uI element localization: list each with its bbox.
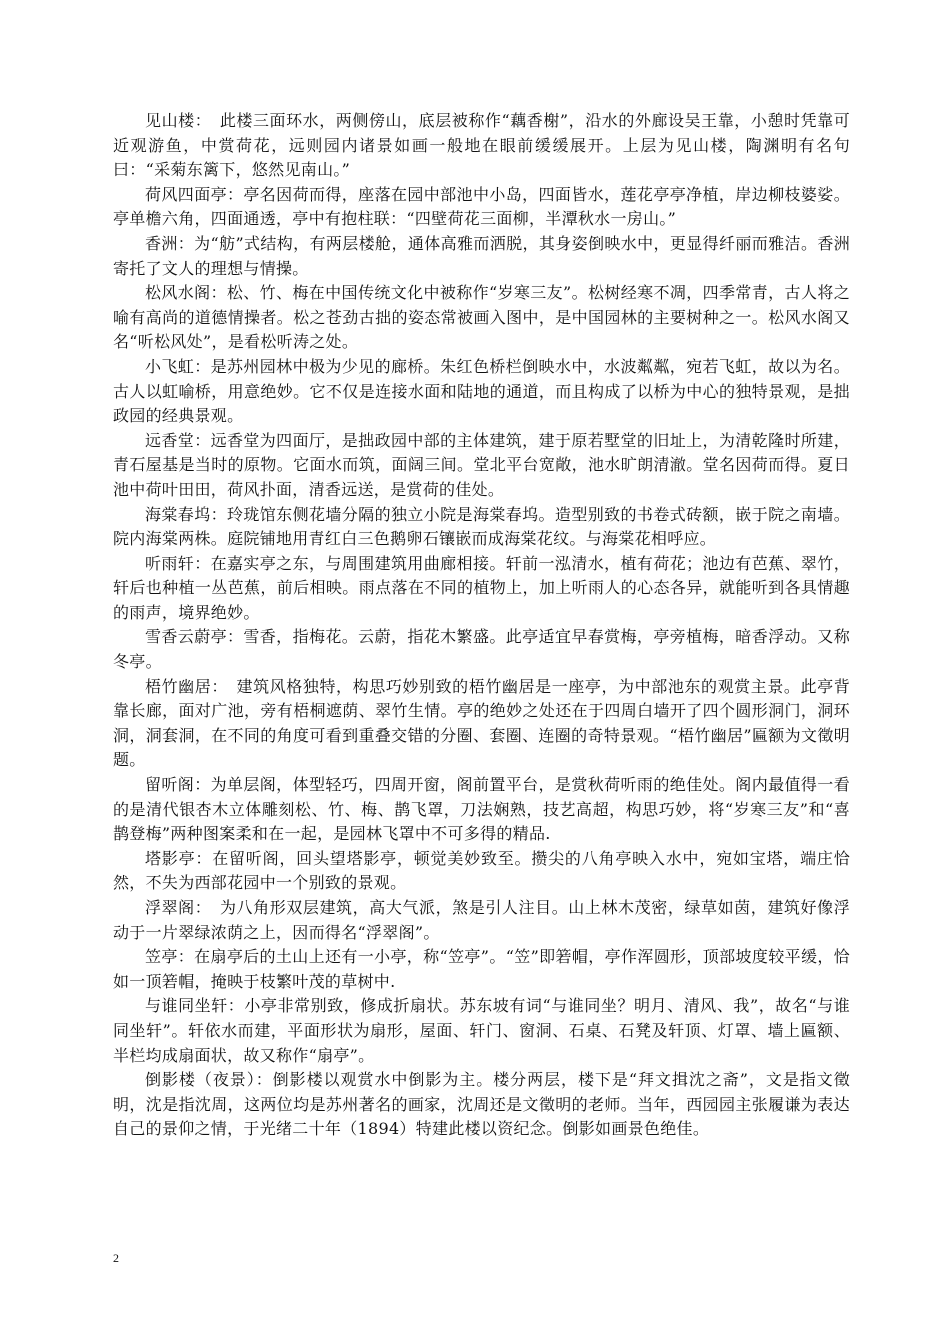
body-text (113, 109, 850, 1142)
paragraph-xuexiang-yunweiting: 雪香云蔚亭：雪香，指梅花。云蔚，指花木繁盛。此亭适宜早春赏梅，亭旁植梅，暗香浮动。又称冬亭。 (113, 627, 850, 672)
paragraph-yuanxiangtang: 远香堂：远香堂为四面厅，是拙政园中部的主体建筑，建于原若墅堂的旧址上，为清乾隆时所建，青石屋基是当时的原物。它面水而筑，面阔三间。堂北平台宽敞，池水旷朗清澈。堂名因荷而得。夏日池中荷叶田田，荷风扑面，清香远送，是赏荷的佳处。 (113, 430, 850, 499)
paragraph-haitang-chunwu: 海棠春坞：玲珑馆东侧花墙分隔的独立小院是海棠春坞。造型别致的书卷式砖额，嵌于院之南墙。院内海棠两株。庭院铺地用青红白三色鹅卵石镶嵌而成海棠花纹。与海棠花相呼应。 (113, 504, 850, 549)
paragraph-xiaofeihong: 小飞虹：是苏州园林中极为少见的廊桥。朱红色桥栏倒映水中，水波粼粼，宛若飞虹，故以为名。古人以虹喻桥，用意绝妙。它不仅是连接水面和陆地的通道，而且构成了以桥为中心的独特景观，是拙政园的经典景观。 (113, 356, 850, 426)
paragraph-songfeng-shuige: 松风水阁：松、竹、梅在中国传统文化中被称作“岁寒三友”。松树经寒不凋，四季常青，古人将之喻有高尚的道德情操者。松之苍劲古拙的姿态常被画入图中，是中国园林的主要树种之一。松风水阁又名“听松风处”，是看松听涛之处。 (113, 283, 850, 352)
paragraph-jianshanlou: 见山楼： 此楼三面环水，两侧傍山，底层被称作“藕香榭”，沿水的外廊设吴王靠，小憩时凭靠可近观游鱼，中赏荷花，远则园内诸景如画一般地在眼前缓缓展开。上层为见山楼，陶渊明有名句曰：“采菊东篱下，悠然见南山。” (113, 111, 850, 180)
paragraph-yushui-tongzuoxuan: 与谁同坐轩：小亭非常别致，修成折扇状。苏东坡有词“与谁同坐？明月、清风、我”，故名“与谁同坐轩”。轩依水而建，平面形状为扇形，屋面、轩门、窗洞、石桌、石凳及轩顶、灯罩、墙上匾额、半栏均成扇面状，故又称作“扇亭”。 (113, 996, 850, 1065)
paragraph-xiangzhou: 香洲：为“舫”式结构，有两层楼舱，通体高雅而洒脱，其身姿倒映水中，更显得纤丽而雅洁。香洲寄托了文人的理想与情操。 (113, 233, 850, 278)
paragraph-daoyinglou: 倒影楼（夜景）：倒影楼以观赏水中倒影为主。楼分两层，楼下是“拜文揖沈之斋”，文是指文徵明，沈是指沈周，这两位均是苏州著名的画家，沈周还是文徵明的老师。当年，西园园主张履谦为表达自己的景仰之情，于光绪二十年（1894）特建此楼以资纪念。倒影如画景色绝佳。 (113, 1070, 850, 1139)
paragraph-hefeng-simianting: 荷风四面亭：亭名因荷而得，座落在园中部池中小岛，四面皆水，莲花亭亭净植，岸边柳枝婆娑。亭单檐六角，四面通透，亭中有抱柱联：“四壁荷花三面柳，半潭秋水一房山。” (113, 184, 850, 229)
paragraph-liutingge: 留听阁：为单层阁，体型轻巧，四周开窗，阁前置平台，是赏秋荷听雨的绝佳处。阁内最值得一看的是清代银杏木立体雕刻松、竹、梅、鹊飞罩，刀法娴熟，技艺高超，构思巧妙，将“岁寒三友”和“喜鹊登梅”两种图案柔和在一起，是园林飞罩中不可多得的精品. (113, 775, 850, 844)
paragraph-tayingting: 塔影亭：在留听阁，回头望塔影亭，顿觉美妙致至。攒尖的八角亭映入水中，宛如宝塔，端庄恰然，不失为西部花园中一个别致的景观。 (113, 848, 850, 893)
paragraph-tingyuxuan: 听雨轩：在嘉实亭之东，与周围建筑用曲廊相接。轩前一泓清水，植有荷花；池边有芭蕉、翠竹，轩后也种植一丛芭蕉，前后相映。雨点落在不同的植物上，加上听雨人的心态各异，就能听到各具情趣的雨声，境界绝妙。 (113, 553, 850, 622)
paragraph-liting: 笠亭：在扇亭后的土山上还有一小亭，称“笠亭”。“笠”即箬帽，亭作浑圆形，顶部坡度较平缓，恰如一顶箬帽，掩映于枝繁叶茂的草树中. (113, 947, 850, 991)
page-number: 2 (113, 1251, 119, 1265)
paragraph-wuzhu-youju: 梧竹幽居： 建筑风格独特，构思巧妙别致的梧竹幽居是一座亭，为中部池东的观赏主景。此亭背靠长廊，面对广池，旁有梧桐遮荫、翠竹生情。亭的绝妙之处还在于四周白墙开了四个圆形洞门，洞环洞，洞套洞，在不同的角度可看到重叠交错的分圈、套圈、连圈的奇特景观。“梧竹幽居”匾额为文徵明题。 (113, 676, 850, 770)
paragraph-fucuige: 浮翠阁： 为八角形双层建筑，高大气派，煞是引人注目。山上林木茂密，绿草如茵，建筑好像浮动于一片翠绿浓荫之上，因而得名“浮翠阁”。 (113, 898, 850, 942)
